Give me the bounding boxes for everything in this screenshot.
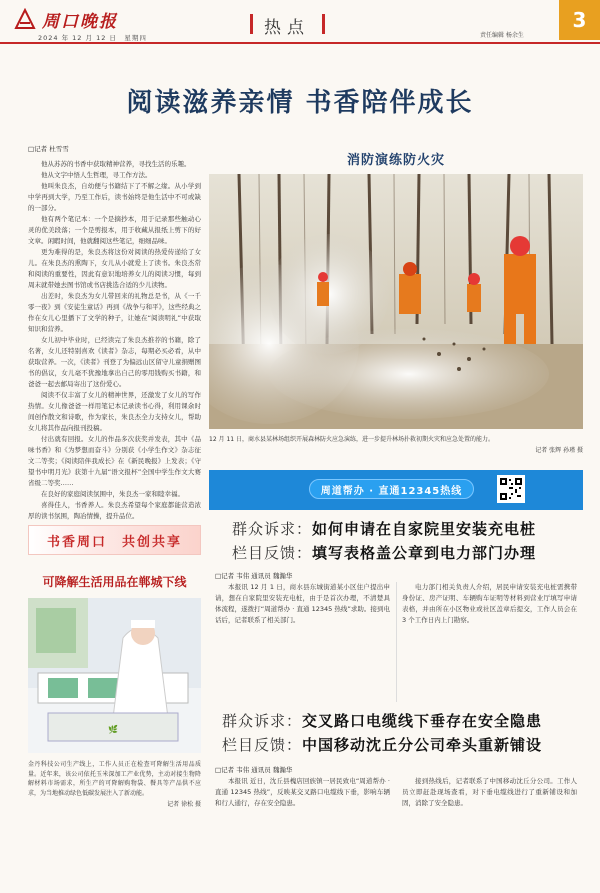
fire-drill-scene-icon (209, 174, 583, 429)
paragraph: 出差时，朱良杰为女儿带回来的礼物总是书，从《一千零一夜》到《安徒生童话》再到《战争与和平》，这些经典之作在女儿心里播下了文学的种子，让她在“阅读明礼”中获取知识和营养。 (28, 292, 201, 333)
article-byline: □记者 杜雪雪 (28, 145, 69, 153)
svg-text:🌿: 🌿 (108, 725, 118, 734)
story2-col2 (402, 776, 577, 809)
answer-text: 填写表格盖公章到电力部门办理 (312, 544, 537, 562)
factory-scene-icon (28, 598, 201, 753)
bookish-zhoukou-banner: 书香周口 共创共享 (28, 525, 201, 555)
story1-question (232, 518, 536, 539)
section-header (240, 11, 330, 39)
question-text: 交叉路口电缆线下垂存在安全隐患 (302, 712, 543, 730)
paragraph: 阅读不仅丰富了女儿的精神世界，还激发了女儿的写作热情。女儿像爸爸一样用笔记本记录读书心得，利用课余时间创作散文和诗歌，作为家长，朱良杰全力支持女儿，帮助女儿将其作品向报刊投稿。 (28, 391, 201, 432)
caption-credit: 记者 张辉 孙瑾 摄 (535, 447, 583, 454)
paragraph: 女儿初中毕业时，已经读完了朱良杰推荐的书籍，除了名著，女儿还特别喜欢《读者》杂志，每期必买必看，从中获取营养。一次，《读者》刊登了为偏远山区留守儿童捐赠图书的倡议，女儿毫不犹豫地拿出自己的零用钱购买书籍，和爸爸一起去邮局寄出了这份爱心。 (28, 336, 201, 388)
story2-col1 (215, 776, 390, 809)
story1-answer (232, 542, 536, 563)
story2-question (222, 710, 542, 731)
paragraph: 电力部门相关负责人介绍，居民申请安装充电桩需携带身份证、房产证明、车辆购车证明等材料到营业厅填写申请表格，并由所在小区物业或社区盖章后提交，工作人员会在 3 个工作日内上门勘察。 (402, 583, 577, 624)
main-headline: 阅读滋养亲情 书香陪伴成长 (126, 88, 474, 118)
paragraph: 付出就有回报。女儿的作品多次获奖并发表，其中《品味书香》和《为梦想而奋斗》分别获《小学生作文》杂志征文二等奖；《阅读陪伴我成长》在《新民晚报》上发表；《守望书中明月光》获第十九届“语文报杯”全国中学生作文大赛省级二等奖…… (28, 435, 201, 487)
question-tag: 群众诉求： (222, 712, 303, 730)
story1-byline: □记者 韦伟 通讯员 魏瀚华 (215, 572, 293, 580)
factory-caption (28, 760, 201, 810)
masthead (14, 6, 164, 32)
story1-col1 (215, 582, 390, 626)
paper-name: 周口晚报 (42, 11, 118, 32)
story2-answer (222, 734, 542, 755)
caption-text: 金丹科技公司生产线上，工作人员正在检查可降解生活用品质量。近年来，该公司依托玉米深加工产业优势，主动对接生物降解材料市场需求，所生产的可降解购物袋、餐具等产品供不应求，为当地推动绿色低碳发展注入了新动能。 (28, 761, 201, 797)
fire-drill-photo (209, 174, 583, 429)
paragraph: 本报讯 12 月 1 日，商水县东城街道某小区住户提出申请，想在自家院里安装充电桩，由于是首次办理，不清楚具体流程，遂拨打“周道帮办 · 直通 12345 热线”求助。接到电话后，记者联系了相关部门。 (215, 583, 390, 624)
section-divider-right (322, 14, 325, 34)
paragraph: 他叫朱良杰，自幼便与书籍结下了不解之缘。从小学到中学再到大学，乃至工作后，读书始终是他生活中不可或缺的一部分。 (28, 182, 201, 212)
paragraph: 更为难得的是，朱良杰将这份对阅读的热爱传递给了女儿。在朱良杰的熏陶下，女儿从小就爱上了读书。朱良杰常和阅读的重要性，因此有意识地培养女儿的阅读习惯，每到周末就带她去图书馆或书店挑选合适的少儿读物。 (28, 248, 201, 289)
factory-photo (28, 598, 201, 753)
left-sub-headline: 可降解生活用品在郸城下线 (42, 575, 187, 589)
newspaper-logo-icon (14, 8, 36, 30)
story2-byline: □记者 韦伟 通讯员 魏瀚华 (215, 766, 293, 774)
section-divider-left (250, 14, 253, 34)
question-tag: 群众诉求： (232, 520, 313, 538)
answer-text: 中国移动沈丘分公司牵头重新铺设 (302, 736, 543, 754)
hotline-label (309, 479, 474, 499)
header-rule (0, 42, 600, 44)
article-body (28, 159, 201, 522)
column-divider (396, 582, 397, 702)
answer-tag: 栏目反馈： (232, 544, 313, 562)
caption-byline: 记者 徐松 摄 (167, 801, 201, 808)
paragraph: 喜得佳人，书香养人。朱良杰希望每个家庭都能营造浓厚的读书氛围，陶冶情操，提升品位。 (28, 501, 201, 520)
story1-col2 (402, 582, 577, 626)
question-text: 如何申请在自家院里安装充电桩 (312, 520, 537, 538)
paragraph: 在良好的家庭阅读氛围中，朱良杰一家和睦幸福。 (41, 490, 184, 498)
qr-code-icon (497, 475, 525, 503)
editor-credit: 责任编辑 杨余生 (480, 32, 524, 39)
answer-tag: 栏目反馈： (222, 736, 303, 754)
hotline-banner (209, 470, 583, 510)
fire-drill-caption (209, 434, 583, 456)
paragraph: 他从苏苏的书香中获取精神营养，寻找生活的乐趣。 (41, 160, 191, 168)
left-article (28, 144, 201, 522)
page-number: 3 (559, 0, 600, 40)
caption-text: 12 月 11 日，商水县某林场组织开展森林防火应急演练，进一步提升林场扑救初期火灾和应急处置的能力。 (209, 436, 494, 443)
hotline-text: 周道帮办 · 直通12345热线 (320, 485, 463, 497)
section-name: 热点 (264, 18, 310, 38)
paragraph: 本报讯 近日，沈丘县槐店回族镇一居民致电“周道帮办 · 直通 12345 热线”，反映某交叉路口电缆线下垂，影响车辆和行人通行，存在安全隐患。 (215, 777, 390, 807)
paragraph: 他有两个笔记本：一个是摘抄本，用于记录那些触动心灵的优美段落；一个是剪报本，用于收藏从报纸上剪下的好文章。闲暇时间，他就翻阅这些笔记，细细品味。 (28, 215, 201, 245)
dateline: 2024 年 12 月 12 日 星期四 (38, 34, 147, 42)
paragraph: 他从文字中悟人生哲理，寻工作方法。 (41, 171, 152, 179)
paragraph: 接到热线后，记者联系了中国移动沈丘分公司。工作人员立即赶赴现场查看，对下垂电缆线进行了重新铺设和加固，消除了安全隐患。 (402, 777, 577, 807)
photo-headline: 消防演练防火灾 (346, 153, 445, 168)
